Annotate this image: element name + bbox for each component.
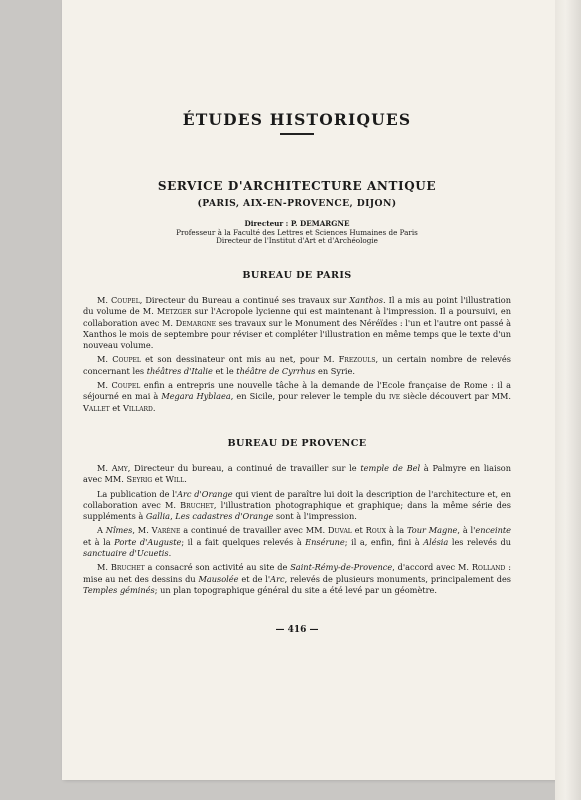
service-subtitle: (PARIS, AIX-EN-PROVENCE, DIJON)	[197, 198, 397, 209]
provence-paragraph-1: M. Amy, Directeur du bureau, a continué de travailler sur le temple de Bel à Palmyre en liaison avec MM. Seyrig et Will.	[83, 463, 511, 485]
director-name: P. DEMARGNE	[290, 219, 350, 228]
paris-paragraph-2: M. Coupel et son dessinateur ont mis au net, pour M. Frezouls, un certain nombre de relevés concernant les théâtres d'Italie et le théâtre de Cyrrhus en Syrie.	[83, 354, 511, 376]
title-rule	[280, 133, 314, 135]
page-number: — 416 —	[275, 625, 319, 635]
paris-section-text	[83, 295, 511, 417]
heading-bureau-paris: BUREAU DE PARIS	[242, 270, 352, 281]
paris-paragraph-1: M. Coupel, Directeur du Bureau a continué ses travaux sur Xanthos. Il a mis au point l'illustration du volume de M. Metzger sur l'Acropole lycienne qui est maintenant à l'impression. Il a poursuivi, en collaboration avec M. Demargne ses travaux sur le Monument des Néréïdes : l'un et l'autre ont passé à Xanthos le mois de septembre pour réviser et compléter l'illustration en même temps que le texte d'un nouveau volume.	[83, 295, 511, 351]
director-block	[83, 220, 511, 246]
provence-paragraph-3: A Nîmes, M. Varène a continué de travailler avec MM. Duval et Roux à la Tour Magne, à l'enceinte et à la Porte d'Auguste; il a fait quelques relevés à Ensérune; il a, enfin, fini à Alésia les relevés du sanctuaire d'Ucuetis.	[83, 525, 511, 559]
provence-paragraph-2: La publication de l'Arc d'Orange qui vient de paraître lui doit la description de l'architecture et, en collaboration avec M. Bruchet, l'illustration photographique et graphique; dans la même série des suppléments à Gallia, Les cadastres d'Orange sont à l'impression.	[83, 488, 512, 522]
provence-section-text	[83, 463, 511, 599]
provence-paragraph-4: M. Bruchet a consacré son activité au site de Saint-Rémy-de-Provence, d'accord avec M. Rolland : mise au net des dessins du Mausolée et de l'Arc, relevés de plusieurs monuments, principalement des Temples géminés; un plan topographique général du site a été levé par un géomètre.	[83, 562, 511, 595]
director-line: Directeur : P. DEMARGNE	[244, 219, 350, 228]
main-title: ÉTUDES HISTORIQUES	[182, 110, 412, 129]
service-title: SERVICE D'ARCHITECTURE ANTIQUE	[157, 179, 437, 193]
director-affiliation-2: Directeur de l'Institut d'Art et d'Archéologie	[216, 236, 378, 246]
paris-paragraph-3: M. Coupel enfin a entrepris une nouvelle tâche à la demande de l'Ecole française de Rome : il a séjourné en mai à Megara Hyblaea, en Sicile, pour relever le temple du ive siècle découvert par MM. Vallet et Villard.	[83, 380, 511, 413]
heading-bureau-provence: BUREAU DE PROVENCE	[227, 438, 367, 449]
director-affiliation-1: Professeur à la Faculté des Lettres et Sciences Humaines de Paris	[176, 227, 418, 237]
next-page-edge	[555, 0, 581, 800]
